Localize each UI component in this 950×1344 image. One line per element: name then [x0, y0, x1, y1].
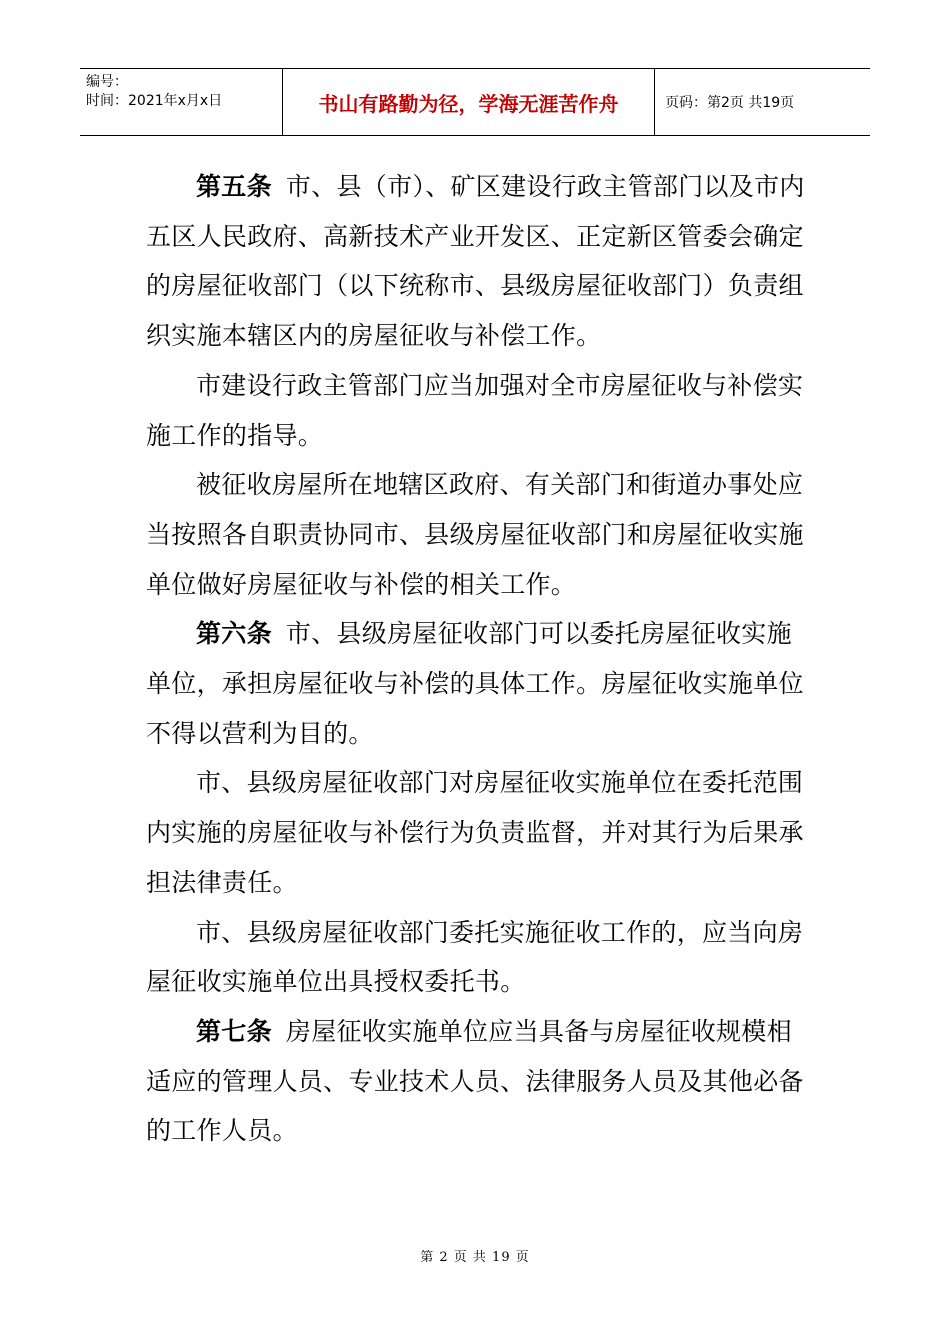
paragraph-text: 市、县级房屋征收部门对房屋征收实施单位在委托范围内实施的房屋征收与补偿行为负责监督，并对其行为后果承担法律责任。 [146, 768, 804, 897]
paragraph-article-5 [146, 162, 806, 361]
paragraph-article-7 [146, 1007, 806, 1156]
document-body [146, 162, 806, 1156]
paragraph [146, 361, 806, 460]
paragraph [146, 908, 806, 1007]
header-page-info: 页码：第2页 共19页 [665, 95, 795, 111]
paragraph-text: 房屋征收实施单位应当具备与房屋征收规模相适应的管理人员、专业技术人员、法律服务人员及其他必备的工作人员。 [146, 1016, 804, 1146]
paragraph-text: 市、县级房屋征收部门可以委托房屋征收实施单位，承担房屋征收与补偿的具体工作。房屋征收实施单位不得以营利为目的。 [146, 619, 804, 748]
paragraph [146, 758, 806, 907]
article-heading: 第七条 [196, 1016, 272, 1046]
article-heading: 第五条 [196, 172, 272, 201]
page-header [80, 68, 870, 136]
time-label: 时间：2021年x月x日 [86, 93, 223, 109]
header-meta [80, 69, 282, 135]
paragraph-text: 市建设行政主管部门应当加强对全市房屋征收与补偿实施工作的指导。 [146, 370, 804, 450]
paragraph-text: 市、县（市）、矿区建设行政主管部门以及市内五区人民政府、高新技术产业开发区、正定新区管委会确定的房屋征收部门（以下统称市、县级房屋征收部门）负责组织实施本辖区内的房屋征收与补偿工作。 [146, 172, 805, 351]
article-heading: 第六条 [196, 619, 272, 649]
paragraph-article-6 [146, 609, 806, 758]
paragraph-text: 市、县级房屋征收部门委托实施征收工作的，应当向房屋征收实施单位出具授权委托书。 [146, 917, 804, 997]
header-motto: 书山有路勤为径，学海无涯苦作舟 [282, 69, 655, 135]
paragraph-text: 被征收房屋所在地辖区政府、有关部门和街道办事处应当按照各自职责协同市、县级房屋征收部门和房屋征收实施单位做好房屋征收与补偿的相关工作。 [146, 470, 804, 599]
paragraph [146, 460, 806, 609]
page-footer: 第 2 页 共 19 页 [420, 1250, 530, 1265]
number-label: 编号： [86, 74, 128, 90]
